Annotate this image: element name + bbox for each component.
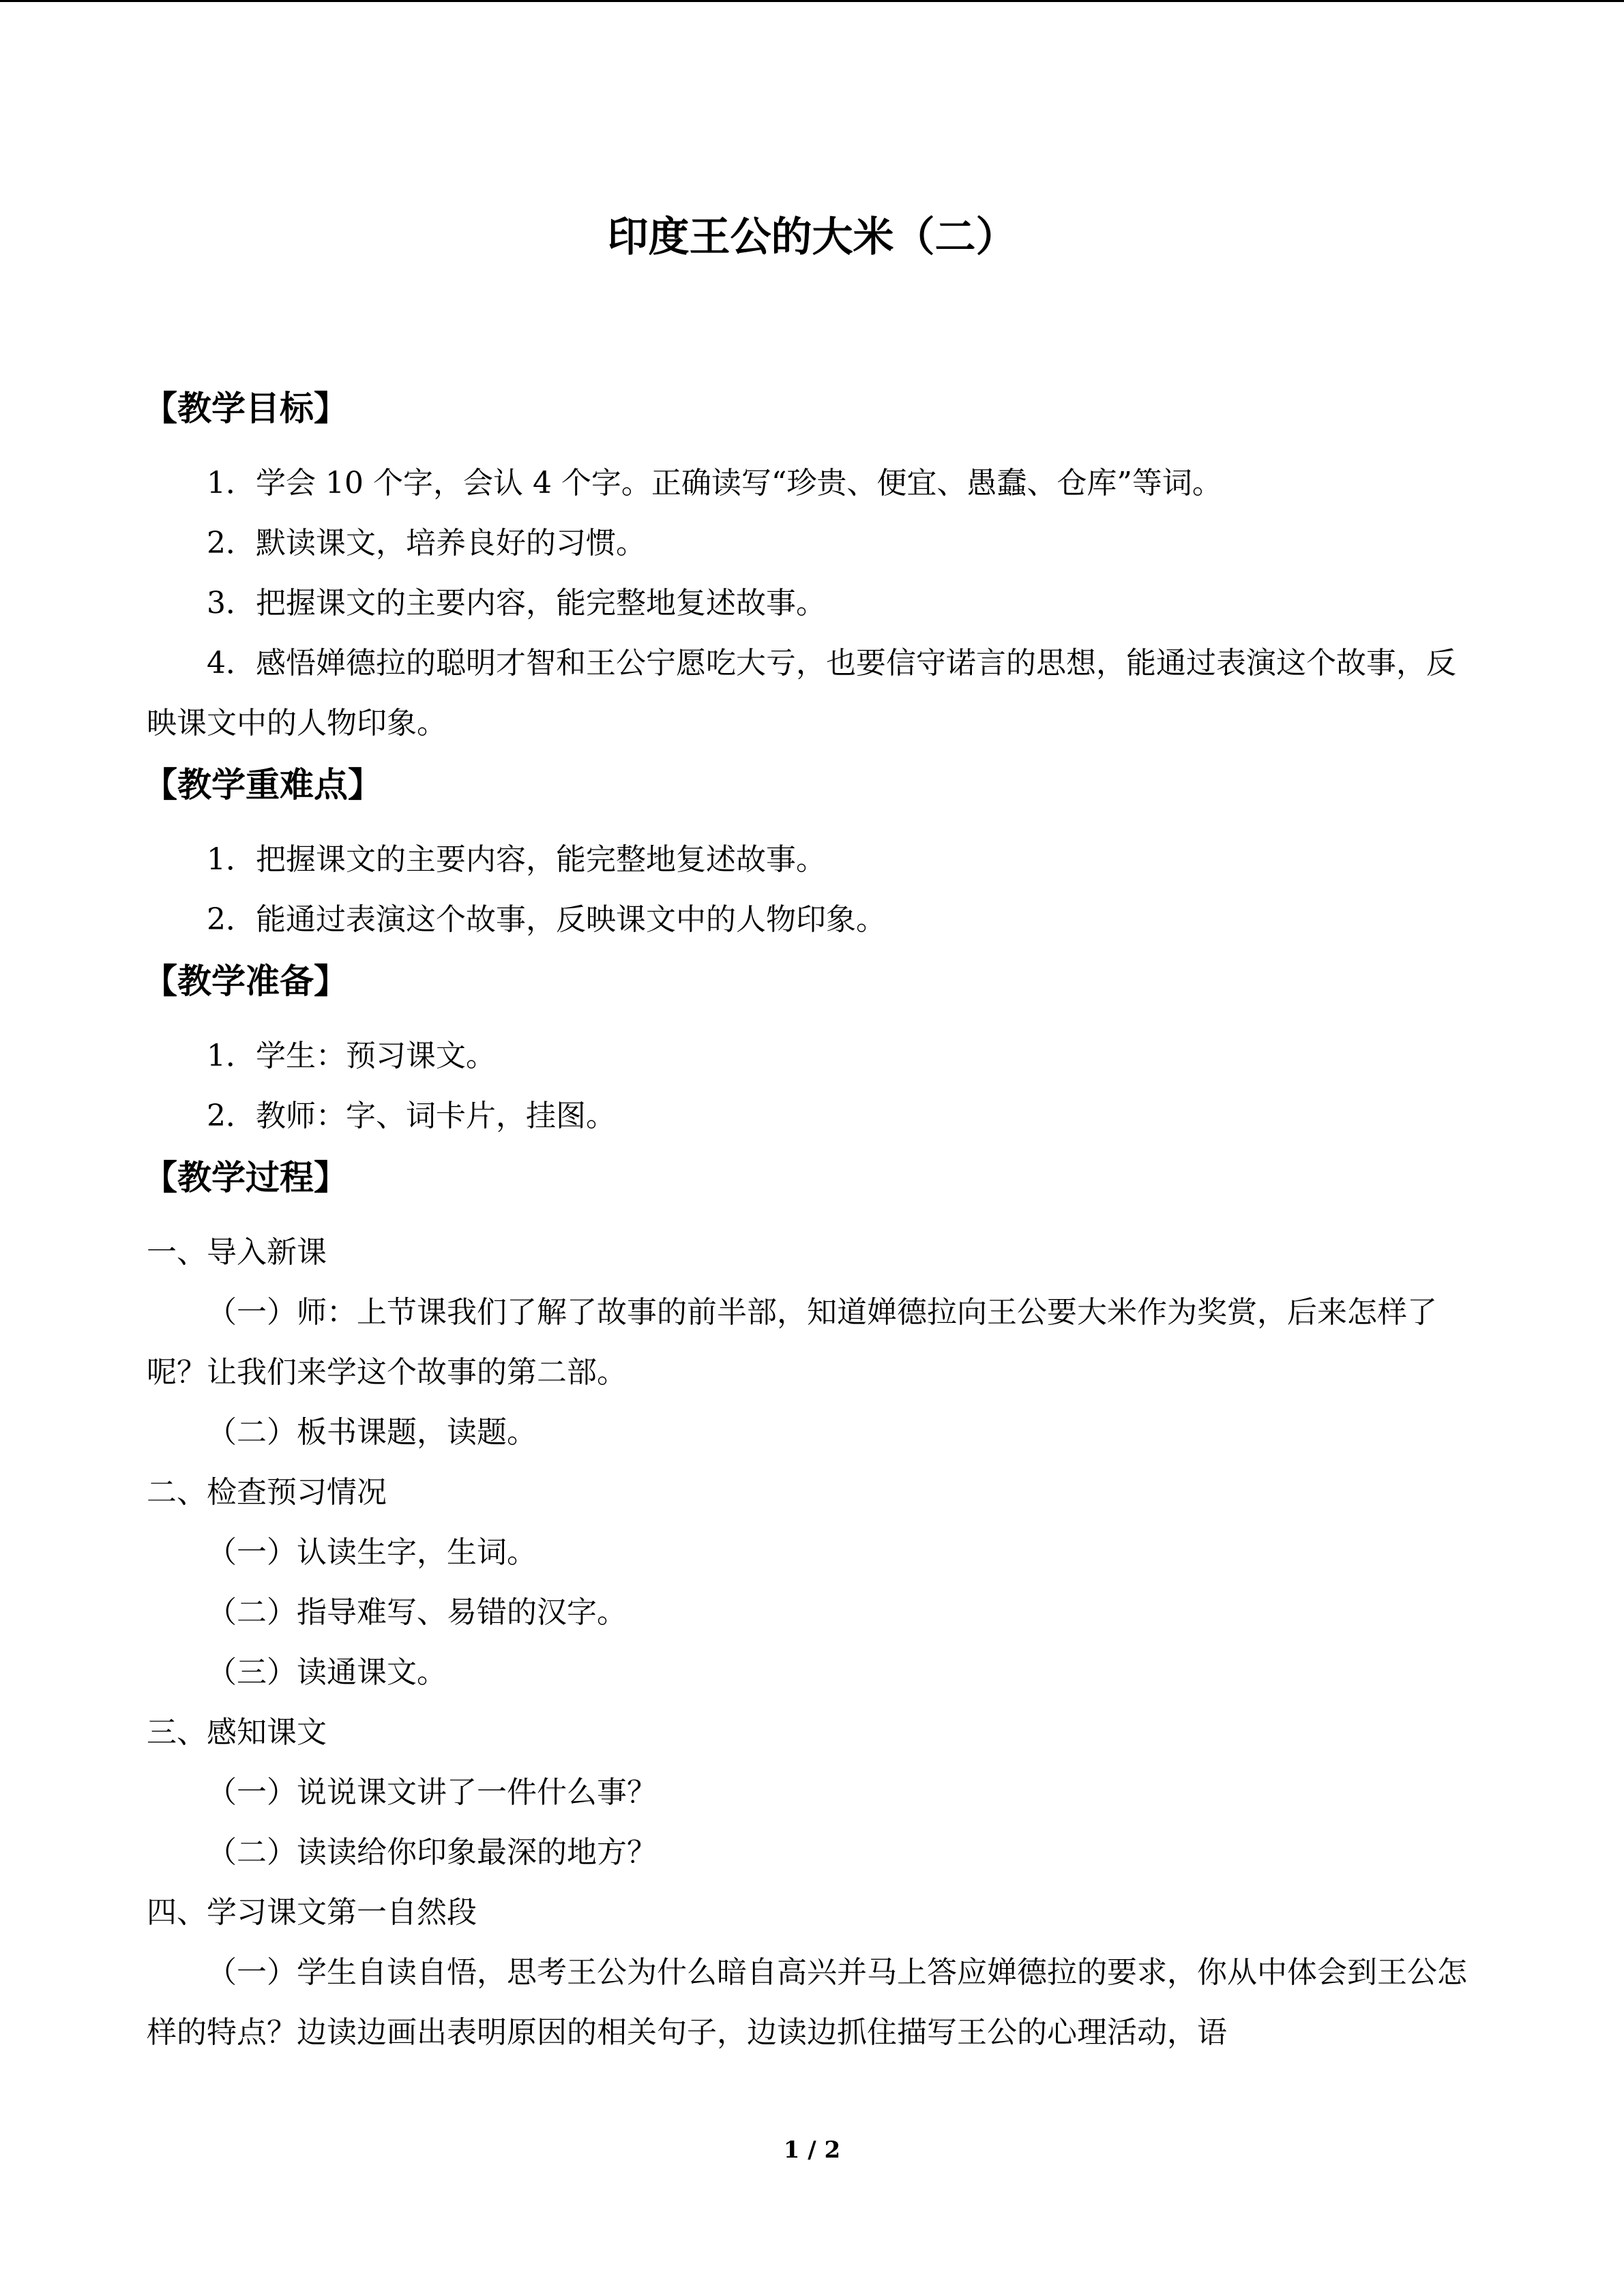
process-part-title: 三、感知课文 xyxy=(147,1715,327,1750)
document-title: 印度王公的大米（二） xyxy=(607,213,1017,261)
process-item: （二）板书课题，读题。 xyxy=(207,1415,537,1450)
section-heading-goals: 【教学目标】 xyxy=(143,389,348,428)
process-part-title: 一、导入新课 xyxy=(147,1235,327,1270)
goal-item: 3．把握课文的主要内容，能完整地复述故事。 xyxy=(207,586,826,621)
process-item: （一）认读生字，生词。 xyxy=(207,1535,537,1570)
process-item: （三）读通课文。 xyxy=(207,1655,447,1690)
document-body xyxy=(143,384,1477,2063)
goal-item: 4．感悟婵德拉的聪明才智和王公宁愿吃大亏，也要信守诺言的思想，能通过表演这个故事，反映课文中的人物印象。 xyxy=(147,646,1456,741)
process-part-title: 四、学习课文第一自然段 xyxy=(147,1895,477,1930)
process-item: （一）师：上节课我们了解了故事的前半部，知道婵德拉向王公要大米作为奖赏，后来怎样了呢？让我们来学这个故事的第二部。 xyxy=(147,1295,1437,1390)
section-heading-key-points: 【教学重难点】 xyxy=(143,765,382,805)
key-point-item: 1．把握课文的主要内容，能完整地复述故事。 xyxy=(207,842,826,877)
process-item: （一）学生自读自悟，思考王公为什么暗自高兴并马上答应婵德拉的要求，你从中体会到王公怎样的特点？边读边画出表明原因的相关句子，边读边抓住描写王公的心理活动，语 xyxy=(147,1955,1467,2050)
process-item: （二）指导难写、易错的汉字。 xyxy=(207,1595,627,1630)
goal-item: 2．默读课文，培养良好的习惯。 xyxy=(207,526,646,561)
page-number: 1 / 2 xyxy=(783,2136,841,2164)
process-item: （一）说说课文讲了一件什么事？ xyxy=(207,1775,657,1810)
goal-item: 1．学会 10 个字，会认 4 个字。正确读写“珍贵、便宜、愚蠢、仓库”等词。 xyxy=(207,466,1222,501)
preparation-item: 1．学生：预习课文。 xyxy=(207,1039,496,1073)
section-heading-preparation: 【教学准备】 xyxy=(143,961,348,1001)
preparation-item: 2．教师：字、词卡片，挂图。 xyxy=(207,1099,616,1133)
process-part-title: 二、检查预习情况 xyxy=(147,1475,387,1510)
process-item: （二）读读给你印象最深的地方？ xyxy=(207,1835,657,1870)
key-point-item: 2．能通过表演这个故事，反映课文中的人物印象。 xyxy=(207,902,886,937)
section-heading-process: 【教学过程】 xyxy=(143,1158,348,1197)
